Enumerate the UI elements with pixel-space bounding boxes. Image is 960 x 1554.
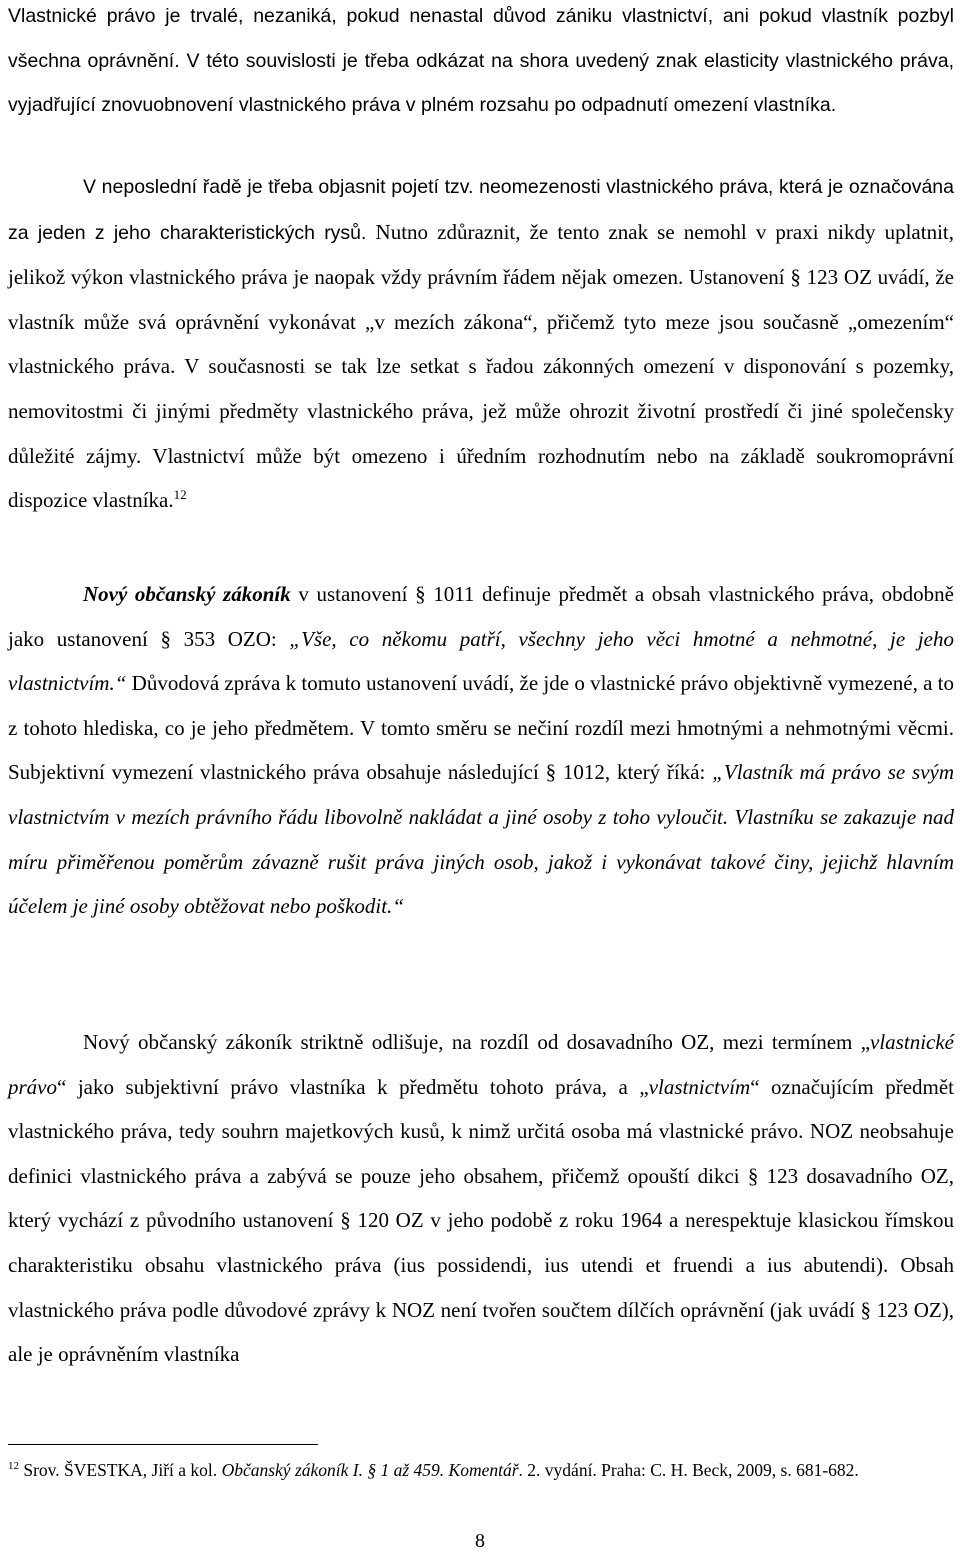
paragraph-unlimited-ownership bbox=[8, 164, 954, 523]
paragraph-ownership-permanence bbox=[8, 0, 954, 128]
quote-section-1012: „Vlastník má právo se svým vlastnictvím v mezích právního řádu libovolně nakládat a jiné osoby z toho vyloučit. Vlastníku se zakazuje nad míru přiměřenou poměrům závazně rušit práva jiných osob, jakož i vykonávat takové činy, jejichž hlavním účelem je jiné osoby obtěžovat nebo poškodit.“ bbox=[8, 760, 954, 919]
footnote-text: Srov. ŠVESTKA, Jiří a kol. bbox=[19, 1460, 222, 1480]
paragraph-text: Nový občanský zákoník striktně odlišuje, na rozdíl od dosavadního OZ, mezi termínem „ bbox=[83, 1030, 871, 1054]
footnote-reference[interactable]: 12 bbox=[173, 487, 187, 503]
quote-section-353: „Vše, co někomu patří, všechny jeho věci hmotné a nehmotné, je jeho vlastnictvím.“ bbox=[8, 626, 954, 696]
paragraph-text: “ jako subjektivní právo vlastníka k předmětu tohoto práva, a „ bbox=[57, 1074, 649, 1099]
paragraph-sans-text: V neposlední řadě je třeba objasnit pojetí tzv. neomezenosti vlastnického práva, která je označována za jeden z jeho charakteristických rysů. bbox=[8, 176, 954, 244]
footnote bbox=[8, 1458, 954, 1483]
footnote-divider bbox=[8, 1444, 318, 1445]
paragraph-text: Důvodová zpráva k tomuto ustanovení uvádí, že jde o vlastnické právo objektivně vymezené, a to z tohoto hlediska, co je jeho předmětem. V tomto směru se nečiní rozdíl mezi hmotnými a nehmotnými věcmi. Subjektivní vymezení vlastnického práva obsahuje následující § 1012, který říká: bbox=[8, 671, 954, 785]
emphasis-new-civil-code: Nový občanský zákoník bbox=[83, 582, 291, 606]
paragraph-text: Vlastnické právo je trvalé, nezaniká, pokud nenastal důvod zániku vlastnictví, ani pokud vlastník pozbyl všechna oprávnění. V této souvislosti je třeba odkázat na shora uvedený znak elasticity vlastnického práva, vyjadřující znovuobnovení vlastnického práva v plném rozsahu po odpadnutí omezení vlastníka. bbox=[8, 5, 954, 117]
paragraph-text: v ustanovení § 1011 definuje předmět a obsah vlastnického práva, obdobně jako ustanovení § 353 OZO: bbox=[8, 582, 954, 651]
footnote-text: . 2. vydání. Praha: C. H. Beck, 2009, s. 681-682. bbox=[518, 1460, 859, 1480]
footnote-title: Občanský zákoník I. § 1 až 459. Komentář bbox=[221, 1460, 519, 1480]
term-vlastnictvim: vlastnictvím bbox=[648, 1074, 751, 1099]
page-number: 8 bbox=[475, 1530, 485, 1552]
term-vlastnicke-pravo: vlastnické právo bbox=[8, 1030, 954, 1099]
paragraph-new-civil-code bbox=[8, 572, 954, 929]
paragraph-ownership-terms bbox=[8, 1020, 954, 1377]
paragraph-text: Nutno zdůraznit, že tento znak se nemohl v praxi nikdy uplatnit, jelikož výkon vlastnického práva je naopak vždy právním řádem nějak omezen. Ustanovení § 123 OZ uvádí, že vlastník může svá oprávnění vykonávat „v mezích zákona“, přičemž tyto meze jsou současně „omezením“ vlastnického práva. V současnosti se tak lze setkat s řadou zákonných omezení v disponování s pozemky, nemovitostmi či jinými předměty vlastnického práva, jež může ohrozit životní prostředí či jiné společensky důležité zájmy. Vlastnictví může být omezeno i úředním rozhodnutím nebo na základě soukromoprávní dispozice vlastníka. bbox=[8, 219, 954, 513]
footnote-mark: 12 bbox=[8, 1460, 19, 1473]
paragraph-text: “ označujícím předmět vlastnického práva, tedy souhrn majetkových kusů, k nimž určitá osoba má vlastnické právo. NOZ neobsahuje definici vlastnického práva a zabývá se pouze jeho obsahem, přičemž opouští dikci § 123 dosavadního OZ, který vychází z původního ustanovení § 120 OZ v jeho podobě z roku 1964 a nerespektuje klasickou římskou charakteristiku obsahu vlastnického práva (ius possidendi, ius utendi et fruendi a ius abutendi). Obsah vlastnického práva podle důvodové zprávy k NOZ není tvořen součtem dílčích oprávnění (jak uvádí § 123 OZ), ale je oprávněním vlastníka bbox=[8, 1074, 955, 1367]
